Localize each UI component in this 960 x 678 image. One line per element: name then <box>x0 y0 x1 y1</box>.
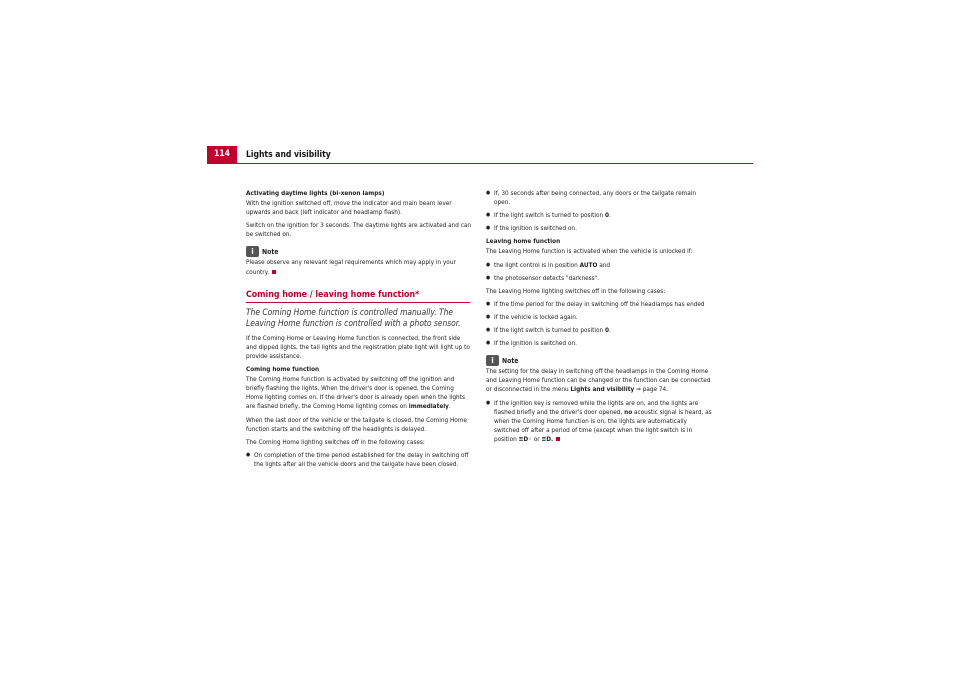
list-item: ● If the light switch is turned to position 0. <box>486 326 712 335</box>
intro-paragraph: If the Coming Home or Leaving Home function is connected, the front side and dipped lights, the tail lights and the registration plate light will light up to provide assistance. <box>246 333 470 360</box>
list-item: ● If the light switch is turned to position 0. <box>486 211 712 220</box>
list-item: ● If the vehicle is locked again. <box>486 313 712 322</box>
drl-heading: Activating daytime lights (bi-xenon lamps) <box>246 189 385 197</box>
list-text: If the light switch is turned to position <box>494 211 604 220</box>
coming-home-paragraph-3: The Coming Home lighting switches off in the following cases: <box>246 437 425 446</box>
leaving-home-heading: Leaving home function <box>486 237 561 246</box>
end-of-section-icon <box>272 270 276 274</box>
list-text-end: and <box>599 260 611 269</box>
chapter-title: Lights and visibility <box>246 150 331 160</box>
list-item: ● the photosensor detects "darkness". <box>486 274 712 283</box>
list-text-cont: acoustic signal is heard, as when the Coming Home function is on, the lights are automatically switched off after a period of time (except when the light switch is in position <box>494 407 712 443</box>
page-number: 114 <box>207 146 237 163</box>
list-item <box>486 399 712 444</box>
list-item: ● If the ignition is switched on. <box>486 224 712 233</box>
list-text: If the ignition key is removed while the lights are on, and the lights are flashed briefly and the driver's door opened, <box>494 398 699 416</box>
note-icon: i <box>486 355 499 366</box>
section-subtitle: The Coming Home function is controlled manually. The Leaving Home function is controlled with a photo sensor. <box>246 306 461 328</box>
note-heading <box>246 246 472 257</box>
list-text: If the light switch is turned to position <box>494 326 604 335</box>
note-text: The setting for the delay in switching off the headlamps in the Coming Home and Leaving Home function can be changed or the function can be connected or disconnected in the menu <box>486 367 711 394</box>
end-of-section-icon <box>556 437 560 441</box>
left-column <box>246 189 472 473</box>
list-item: ● If the time period for the delay in switching off the headlamps has ended <box>486 300 712 309</box>
header-rule <box>207 163 753 164</box>
coming-home-paragraph-1: The Coming Home function is activated by switching off the ignition and briefly flashing the lights. When the driver's door is opened, the Coming Home lighting comes on. If the driver's door is already open when the lights are flashed briefly, the Coming Home lighting comes on immediately. <box>246 375 465 411</box>
leaving-home-paragraph-2: The Leaving Home lighting switches off in the following cases: <box>486 286 666 295</box>
dipped-light-symbol: ≡D. <box>541 434 554 443</box>
switch-position-symbol: 0 <box>604 211 609 220</box>
list-item: ● If, 30 seconds after being connected, any doors or the tailgate remain open. <box>486 189 712 207</box>
note-label: Note <box>502 357 519 366</box>
note-text-row <box>246 258 472 276</box>
right-column <box>486 189 712 448</box>
note-text: Please observe any relevant legal requirements which may apply in your country. <box>246 258 456 276</box>
ch-p1-bold: immediately <box>408 402 449 411</box>
menu-name: Lights and visibility <box>570 385 635 394</box>
note-icon: i <box>246 246 259 257</box>
section-rule <box>246 302 470 303</box>
note-label: Note <box>262 248 279 257</box>
auto-position-symbol: AUTO <box>579 260 598 269</box>
ch-p1-text: The Coming Home function is activated by switching off the ignition and briefly flashing the lights. When the driver's door is opened, the Coming Home lighting comes on. If the driver's door is already open when the lights are flashed briefly, the Coming Home lighting comes on <box>246 375 465 411</box>
list-item <box>486 261 712 270</box>
leaving-home-paragraph-1: The Leaving Home function is activated when the vehicle is unlocked if: <box>486 247 693 256</box>
page-reference: ⇒ page 74. <box>636 385 669 394</box>
list-text: the light control is in position <box>494 260 578 269</box>
switch-position-symbol: 0 <box>604 326 609 335</box>
coming-home-paragraph-2: When the last door of the vehicle or the tailgate is closed, the Coming Home function starts and the switching off the headlights is delayed. <box>246 415 467 433</box>
coming-home-heading: Coming home function <box>246 365 320 374</box>
drl-paragraph-1: With the ignition switched off, move the indicator and main beam lever upwards and back (left indicator and headlamp flash). <box>246 199 452 217</box>
list-bold: no <box>624 407 633 416</box>
list-item: ● On completion of the time period established for the delay in switching off the lights after all the vehicle doors and the tailgate have been closed. <box>246 451 472 469</box>
list-or: or <box>533 434 540 443</box>
note-paragraph <box>486 367 712 394</box>
drl-paragraph-2: Switch on the ignition for 3 seconds. The daytime lights are activated and can be switched on. <box>246 221 472 239</box>
list-item: ● If the ignition is switched on. <box>486 339 712 348</box>
note-heading <box>486 355 712 366</box>
side-light-symbol: ≡D◦ <box>518 434 532 443</box>
section-title: Coming home / leaving home function* <box>246 289 420 300</box>
